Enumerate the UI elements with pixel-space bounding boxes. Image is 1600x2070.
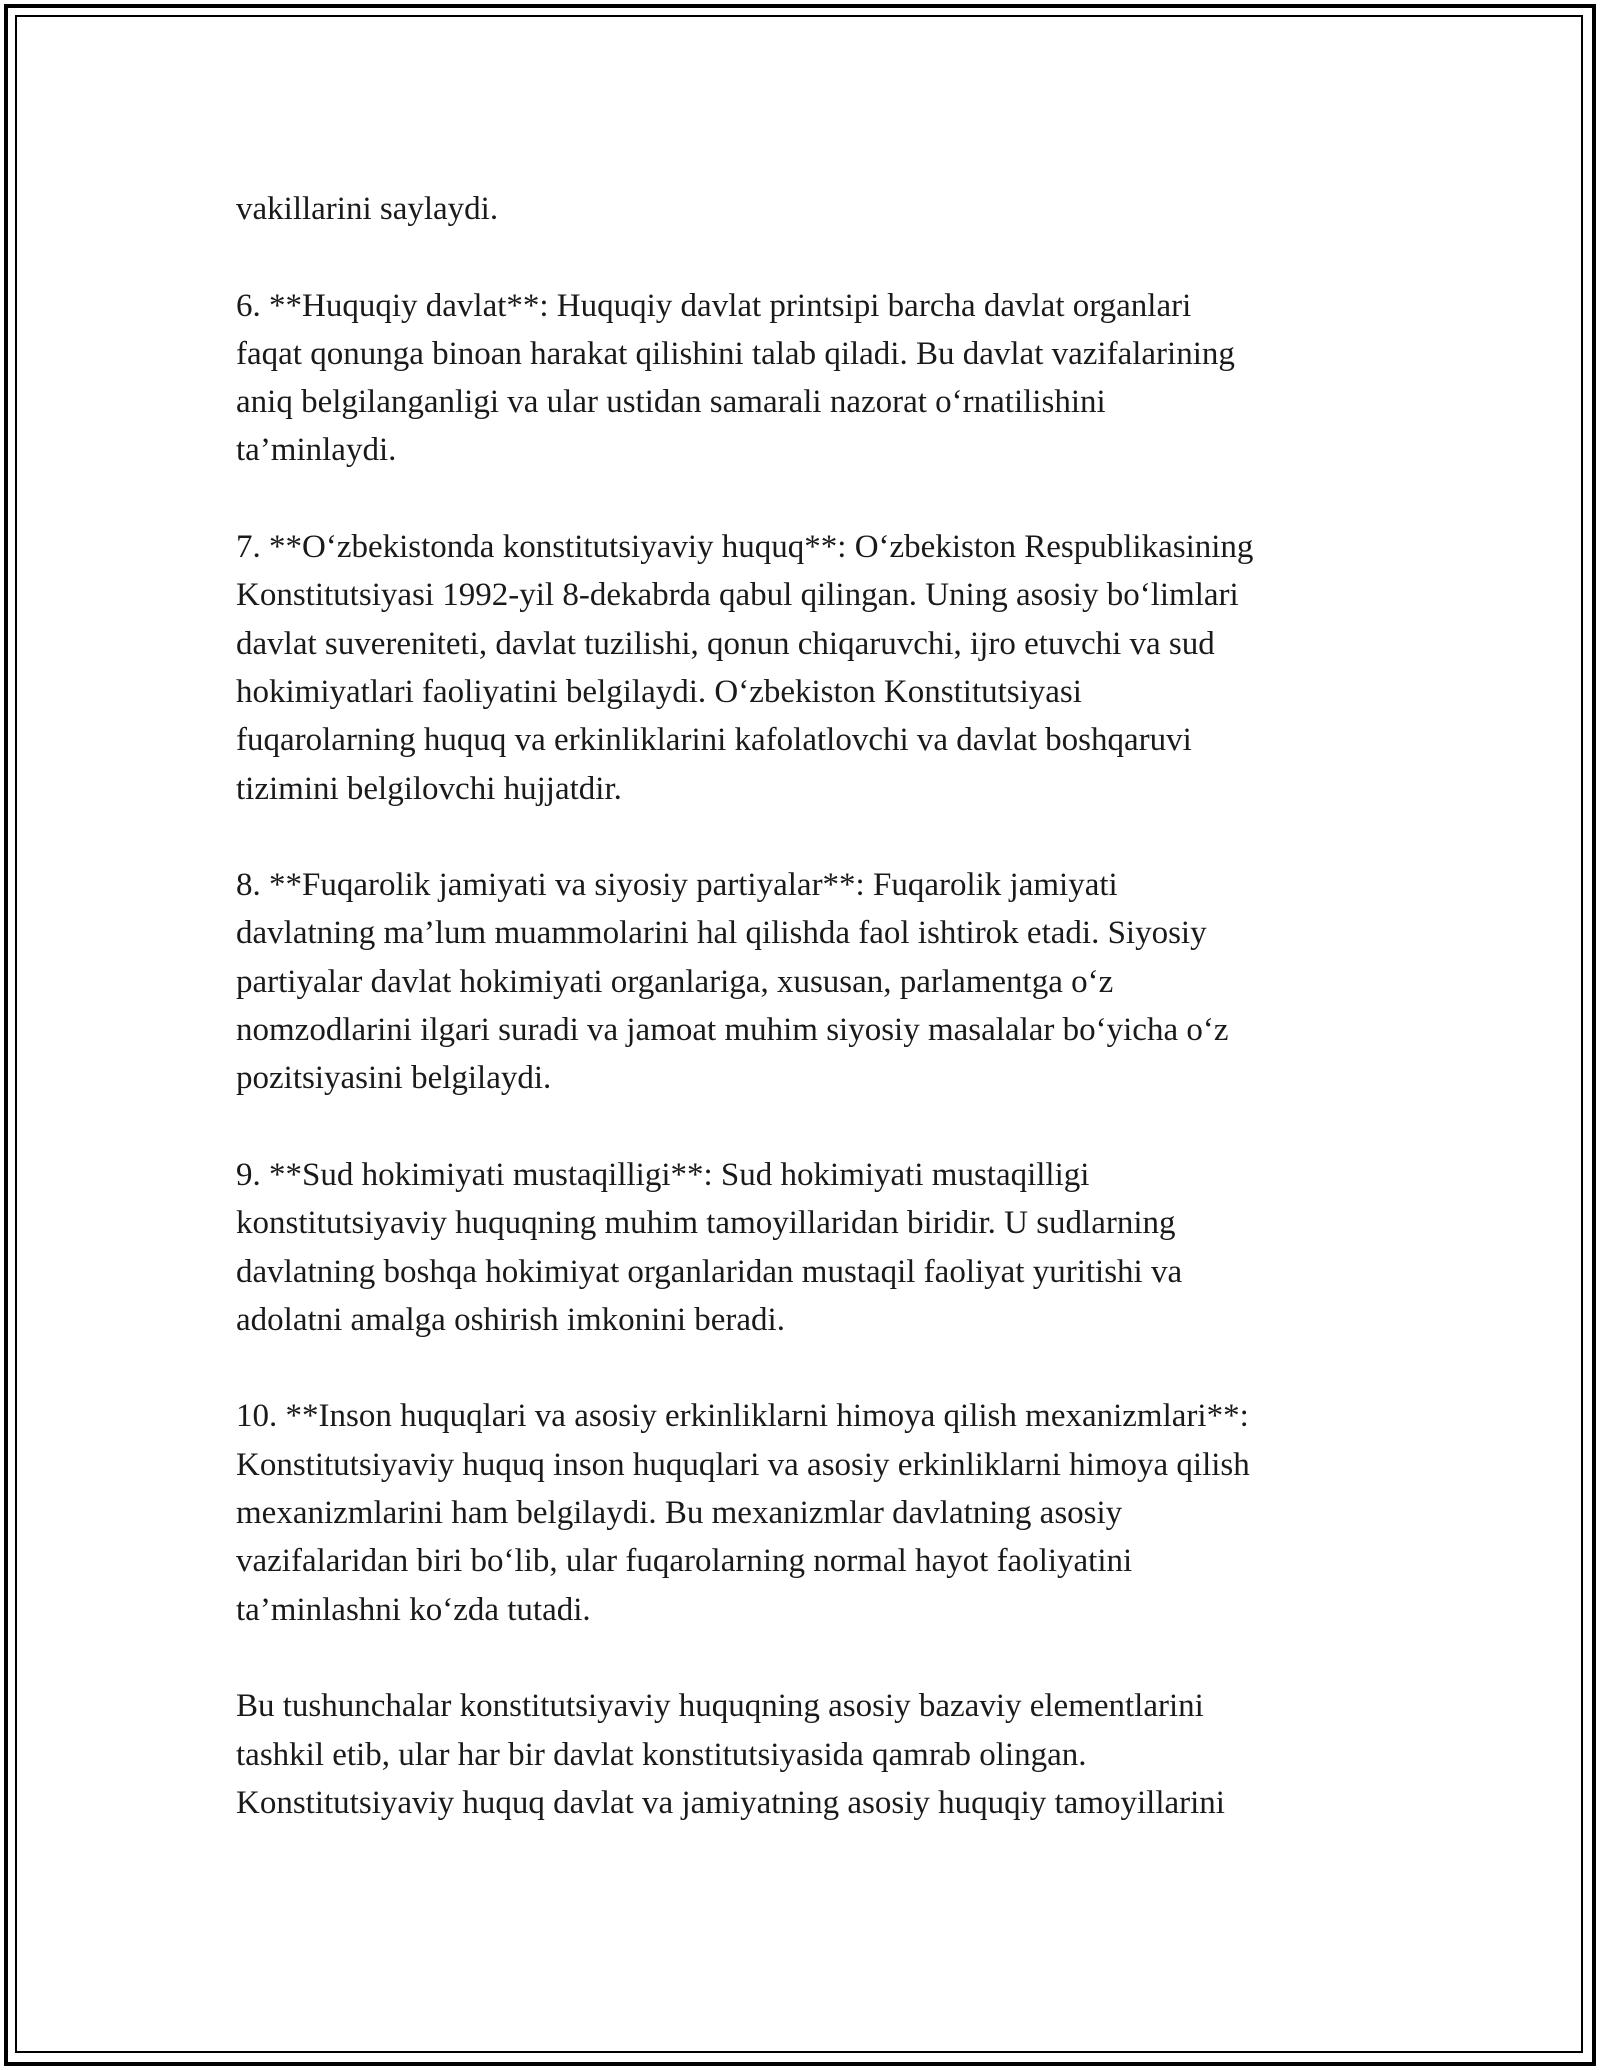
paragraph-item-7: 7. **O‘zbekistonda konstitutsiyaviy huquq**: O‘zbekiston Respublikasining Konstitutsiyasi 1992-yil 8-dekabrda qabul qilingan. Uning asosiy bo‘limlari davlat suvereniteti, davlat tuzilishi, qonun chiqaruvchi, ijro etuvchi va sud hokimiyatlari faoliyatini belgilaydi. O‘zbekiston Konstitutsiyasi fuqarolarning huquq va erkinliklarini kafolatlovchi va davlat boshqaruvi tizimini belgilovchi hujjatdir.: [236, 529, 1254, 807]
paragraph-conclusion: Bu tushunchalar konstitutsiyaviy huquqning asosiy bazaviy elementlarini tashkil etib, ular har bir davlat konstitutsiyasida qamrab olingan. Konstitutsiyaviy huquq davlat va jamiyatning asosiy huquqiy tamoyillarini: [236, 1688, 1225, 1821]
paragraph-item-6: 6. **Huquqiy davlat**: Huquqiy davlat printsipi barcha davlat organlari faqat qonunga binoan harakat qilishini talab qiladi. Bu davlat vazifalarining aniq belgilanganligi va ular ustidan samarali nazorat o‘rnatilishini ta’minlaydi.: [236, 287, 1235, 469]
paragraph-item-10: 10. **Inson huquqlari va asosiy erkinliklarni himoya qilish mexanizmlari**: Konstitutsiyaviy huquq inson huquqlari va asosiy erkinliklarni himoya qilish mexanizmlarini ham belgilaydi. Bu mexanizmlar davlatning asosiy vazifalaridan biri bo‘lib, ular fuqarolarning normal hayot faoliyatini ta’minlashni ko‘zda tutadi.: [236, 1398, 1250, 1628]
paragraph-continuation: vakillarini saylaydi.: [236, 191, 499, 227]
document-body: [236, 185, 1386, 1827]
paragraph-item-9: 9. **Sud hokimiyati mustaqilligi**: Sud hokimiyati mustaqilligi konstitutsiyaviy huquqning muhim tamoyillaridan biridir. U sudlarning davlatning boshqa hokimiyat organlaridan mustaqil faoliyat yuritishi va adolatni amalga oshirish imkonini beradi.: [236, 1156, 1183, 1338]
paragraph-item-8: 8. **Fuqarolik jamiyati va siyosiy partiyalar**: Fuqarolik jamiyati davlatning ma’lum muammolarini hal qilishda faol ishtirok etadi. Siyosiy partiyalar davlat hokimiyati organlariga, xususan, parlamentga o‘z nomzodlarini ilgari suradi va jamoat muhim siyosiy masalalar bo‘yicha o‘z pozitsiyasini belgilaydi.: [236, 867, 1229, 1097]
